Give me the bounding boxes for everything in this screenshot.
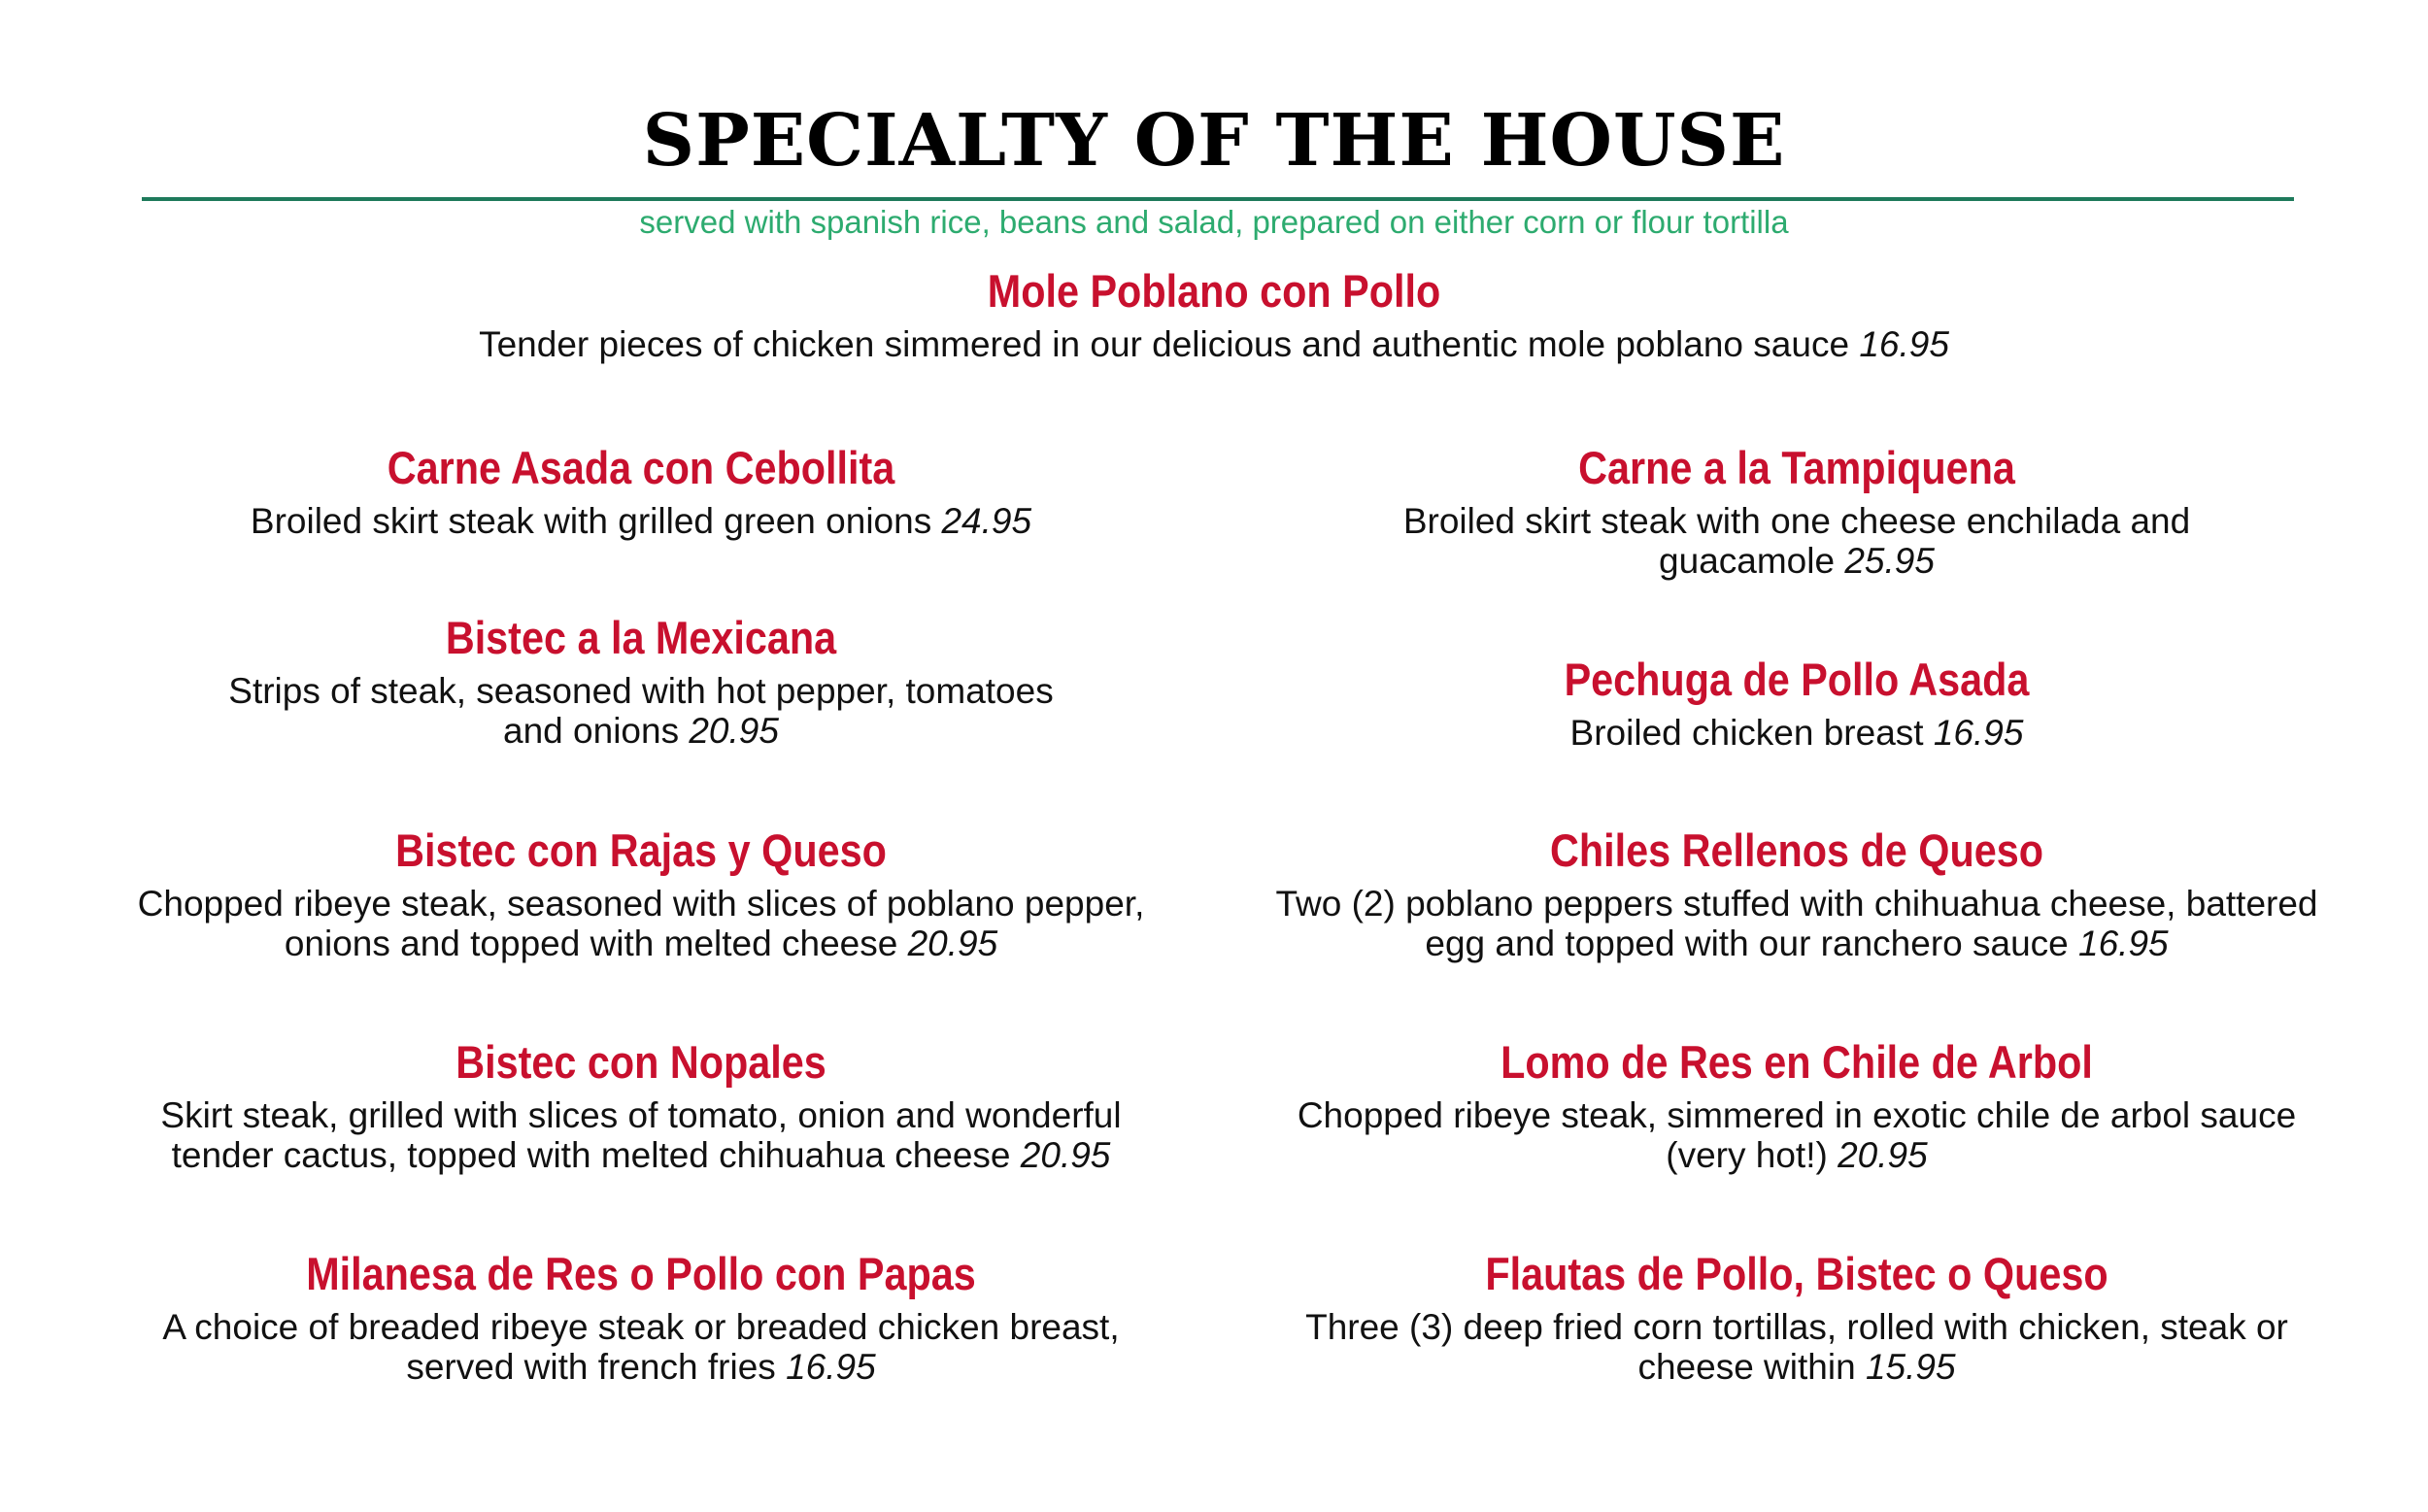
item-price: 20.95	[1838, 1135, 1928, 1175]
menu-item	[1263, 1245, 2331, 1387]
item-price: 24.95	[941, 501, 1032, 541]
item-description: Strips of steak, seasoned with hot pepper, tomatoes and onions	[228, 671, 1054, 751]
item-name: Milanesa de Res o Pollo con Papas	[306, 1248, 976, 1299]
item-name: Pechuga de Pollo Asada	[1564, 654, 2030, 705]
item-description-block	[126, 884, 1156, 963]
menu-item-featured	[146, 262, 2282, 364]
item-price: 16.95	[786, 1347, 876, 1387]
item-name: Mole Poblano con Pollo	[987, 265, 1441, 317]
item-name: Flautas de Pollo, Bistec o Queso	[1485, 1248, 2108, 1299]
item-description: Three (3) deep fried corn tortillas, rolled with chicken, steak or cheese within	[1305, 1307, 2288, 1387]
item-description-block	[146, 324, 2282, 364]
item-description: Broiled skirt steak with grilled green onions	[250, 501, 932, 541]
item-price: 20.95	[907, 924, 998, 963]
item-description: Skirt steak, grilled with slices of tomato, onion and wonderful tender cactus, topped with melted chihuahua cheese	[160, 1095, 1122, 1175]
item-description-block	[126, 1095, 1156, 1175]
menu-item	[1263, 1033, 2331, 1175]
item-description: Chopped ribeye steak, simmered in exotic chile de arbol sauce (very hot!)	[1297, 1095, 2297, 1175]
item-price: 20.95	[689, 711, 779, 751]
menu-subtitle: served with spanish rice, beans and salad, prepared on either corn or flour tortilla	[639, 204, 1789, 240]
item-description-block	[1263, 501, 2331, 581]
item-name: Bistec con Rajas y Queso	[395, 824, 887, 876]
menu-item	[1263, 439, 2331, 581]
item-name: Chiles Rellenos de Queso	[1550, 824, 2043, 876]
item-description: Chopped ribeye steak, seasoned with slices of poblano pepper, onions and topped with melted cheese	[137, 884, 1145, 963]
item-price: 16.95	[2078, 924, 2169, 963]
item-description: A choice of breaded ribeye steak or breaded chicken breast, served with french fries	[162, 1307, 1120, 1387]
item-description-block	[1263, 1307, 2331, 1387]
menu-item	[126, 609, 1156, 751]
item-description: Broiled skirt steak with one cheese enchilada and guacamole	[1402, 501, 2191, 581]
item-description-block	[1263, 1095, 2331, 1175]
title-divider	[142, 197, 2294, 201]
menu-title: SPECIALTY OF THE HOUSE	[642, 99, 1786, 183]
item-name: Carne Asada con Cebollita	[387, 442, 895, 493]
item-description-block	[126, 501, 1156, 541]
item-description-block	[126, 1307, 1156, 1387]
item-price: 15.95	[1865, 1347, 1956, 1387]
menu-item	[126, 439, 1156, 541]
item-name: Lomo de Res en Chile de Arbol	[1501, 1036, 2093, 1088]
item-price: 25.95	[1844, 541, 1935, 581]
menu-item	[126, 822, 1156, 963]
item-description: Tender pieces of chicken simmered in our delicious and authentic mole poblano sauce	[479, 324, 1850, 364]
item-description-block	[1263, 884, 2331, 963]
menu-item	[126, 1033, 1156, 1175]
menu-item	[126, 1245, 1156, 1387]
item-description-block	[1263, 713, 2331, 753]
item-description-block	[126, 671, 1156, 751]
item-name: Carne a la Tampiquena	[1578, 442, 2015, 493]
item-price: 16.95	[1933, 713, 2024, 753]
item-description: Broiled chicken breast	[1569, 713, 1924, 753]
item-description: Two (2) poblano peppers stuffed with chihuahua cheese, battered egg and topped with our ranchero sauce	[1275, 884, 2318, 963]
item-price: 20.95	[1020, 1135, 1111, 1175]
menu-item	[1263, 822, 2331, 963]
menu-item	[1263, 651, 2331, 753]
item-price: 16.95	[1859, 324, 1949, 364]
item-name: Bistec con Nopales	[455, 1036, 826, 1088]
item-name: Bistec a la Mexicana	[445, 612, 837, 663]
